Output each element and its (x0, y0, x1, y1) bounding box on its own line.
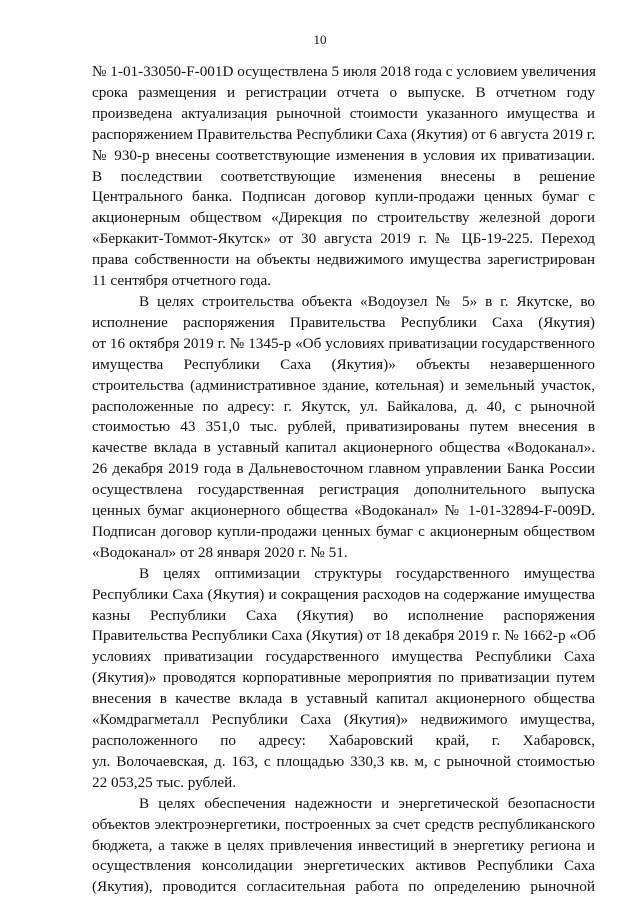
text-line: «Комдрагметалл Республики Саха (Якутия)» недвижимого имущества, (92, 711, 595, 729)
text-line: ул. Волочаевская, д. 163, с площадью 330,3 кв. м, с рыночной стоимостью (92, 752, 595, 770)
text-line: 11 сентября отчетного года. (92, 272, 272, 290)
text-line: произведена актуализация рыночной стоимости указанного имущества и (92, 104, 595, 122)
text-line: объектов электроэнергетики, построенных за счет средств республиканского (92, 815, 595, 833)
text-line: Правительства Республики Саха (Якутия) от 18 декабря 2019 г. № 1662-р «Об (92, 627, 596, 645)
text-line: Центрального банка. Подписан договор купли-продажи ценных бумаг с (92, 188, 595, 206)
text-line: распоряжением Правительства Республики Саха (Якутия) от 6 августа 2019 г. (92, 125, 596, 143)
text-line: внесения в качестве вклада в уставный капитал акционерного общества (92, 690, 595, 708)
text-line: № 1-01-33050-F-001D осуществлена 5 июля 2018 года с условием увеличения (92, 63, 597, 80)
text-line: (Якутия)» проводятся корпоративные мероприятия по приватизации путем (92, 669, 595, 687)
paragraph (92, 794, 595, 899)
text-line: условиях приватизации государственного имущества Республики Саха (92, 648, 595, 666)
text-line: осуществления консолидации энергетических активов Республики Саха (92, 857, 595, 875)
text-line: расположенного по адресу: Хабаровский край, г. Хабаровск, (92, 732, 595, 749)
text-line: имущества Республики Саха (Якутия)» объекты незавершенного (92, 355, 595, 373)
paragraph (92, 62, 595, 292)
text-line: 26 декабря 2019 года в Дальневосточном главном управлении Банка России (92, 460, 595, 478)
paragraph (92, 564, 595, 794)
text-line: В целях обеспечения надежности и энергетической безопасности (139, 794, 595, 812)
text-line: срока размещения и регистрации отчета о выпуске. В отчетном году (92, 83, 595, 101)
text-line: Республики Саха (Якутия) и сокращения расходов на содержание имущества (92, 585, 595, 603)
text-line: расположенные по адресу: г. Якутск, ул. Байкалова, д. 40, с рыночной (92, 397, 595, 415)
paragraph (92, 292, 595, 564)
text-line: осуществлена государственная регистрация дополнительного выпуска (92, 481, 595, 499)
text-line: акционерным обществом «Дирекция по строительству железной дороги (92, 209, 595, 227)
text-line: бюджета, а также в целях привлечения инвестиций в энергетику региона и (92, 836, 595, 854)
text-line: качестве вклада в уставный капитал акционерного общества «Водоканал». (92, 439, 595, 457)
text-line: исполнение распоряжения Правительства Республики Саха (Якутия) (92, 313, 595, 331)
page-number: 10 (313, 32, 327, 47)
text-line: В целях строительства объекта «Водоузел № 5» в г. Якутске, во (139, 292, 595, 310)
text-line: «Беркакит-Томмот-Якутск» от 30 августа 2019 г. № ЦБ-19-225. Переход (92, 230, 595, 248)
text-line: «Водоканал» от 28 января 2020 г. № 51. (92, 543, 348, 561)
text-line: казны Республики Саха (Якутия) во исполнение распоряжения (92, 606, 595, 624)
text-line: Подписан договор купли-продажи ценных бумаг с акционерным обществом (92, 522, 595, 540)
text-line: В целях оптимизации структуры государственного имущества (139, 564, 595, 582)
text-line: В последствии соответствующие изменения внесены в решение (92, 167, 595, 185)
text-line: ценных бумаг акционерного общества «Водоканал» № 1-01-32894-F-009D. (92, 502, 595, 520)
text-line: от 16 октября 2019 г. № 1345-р «Об условиях приватизации государственного (92, 334, 595, 352)
text-line: стоимостью 43 351,0 тыс. рублей, приватизированы путем внесения в (92, 418, 595, 436)
text-line: (Якутия), проводится согласительная работа по определению рыночной (92, 878, 595, 896)
text-line: № 930-р внесены соответствующие изменения в условия их приватизации. (92, 146, 595, 164)
text-line: 22 053,25 тыс. рублей. (92, 773, 237, 791)
text-line: права собственности на объекты недвижимого имущества зарегистрирован (92, 251, 595, 269)
text-line: строительства (административное здание, котельная) и земельный участок, (92, 376, 595, 394)
document-body (92, 62, 595, 898)
